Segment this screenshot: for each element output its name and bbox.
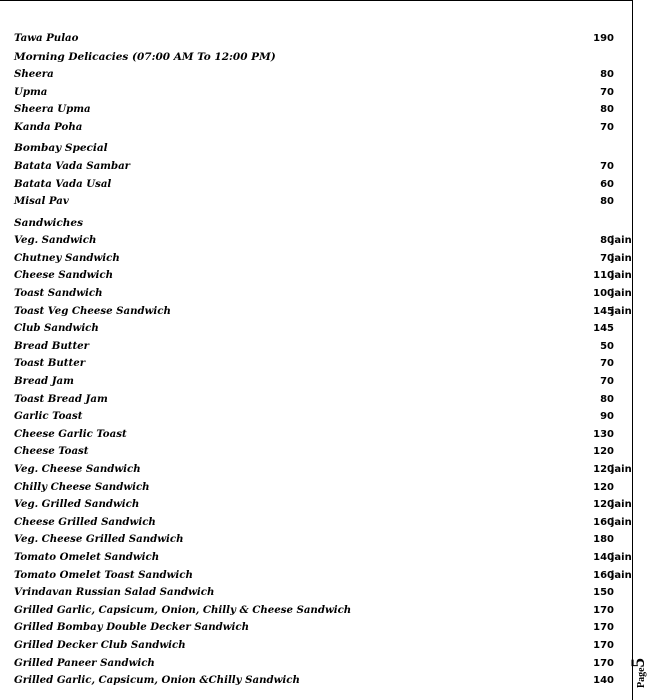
- menu-list: [14, 30, 634, 690]
- menu-item-price: 140: [593, 551, 614, 563]
- menu-item-name: Bread Butter: [14, 339, 90, 352]
- menu-item: [14, 426, 634, 444]
- menu-item-name: Sheera: [14, 68, 54, 81]
- menu-item: [14, 672, 634, 690]
- jain-tag: jain: [611, 551, 632, 563]
- menu-item-price: 70: [600, 252, 614, 264]
- menu-item: [14, 567, 634, 585]
- menu-item-price: 145: [593, 323, 614, 335]
- menu-item: [14, 637, 634, 655]
- menu-item: [14, 176, 634, 194]
- menu-item-name: Cheese Toast: [14, 445, 89, 458]
- menu-item-name: Veg. Cheese Sandwich: [14, 462, 141, 475]
- menu-item-name: Sheera Upma: [14, 103, 91, 116]
- menu-item: [14, 285, 634, 303]
- menu-item: [14, 193, 634, 211]
- page-label: Page: [636, 667, 647, 688]
- menu-item-price: 140: [593, 675, 614, 687]
- jain-tag: jain: [611, 235, 632, 247]
- menu-item-price: 80: [600, 235, 614, 247]
- menu-item-price: 145: [593, 305, 614, 317]
- menu-item-price: 70: [600, 86, 614, 98]
- menu-item-price: 130: [593, 428, 614, 440]
- page-number: [628, 648, 650, 698]
- menu-item: [14, 391, 634, 409]
- menu-item: [14, 267, 634, 285]
- menu-item-name: Toast Sandwich: [14, 287, 103, 300]
- menu-item-name: Veg. Grilled Sandwich: [14, 498, 140, 511]
- menu-item-price: 70: [600, 160, 614, 172]
- menu-item-name: Grilled Garlic, Capsicum, Onion, Chilly & Cheese Sandwich: [14, 603, 352, 616]
- jain-tag: jain: [611, 305, 632, 317]
- menu-item: [14, 443, 634, 461]
- jain-tag: jain: [611, 252, 632, 264]
- menu-item-name: Club Sandwich: [14, 322, 99, 335]
- menu-item-price: 160: [593, 516, 614, 528]
- menu-item: [14, 84, 634, 102]
- menu-item-price: 90: [600, 411, 614, 423]
- menu-item-price: 170: [593, 657, 614, 669]
- menu-item: [14, 619, 634, 637]
- menu-item-name: Kanda Poha: [14, 120, 83, 133]
- menu-item-price: 80: [600, 393, 614, 405]
- menu-item-name: Grilled Paneer Sandwich: [14, 656, 155, 669]
- menu-item-name: Grilled Garlic, Capsicum, Onion &Chilly Sandwich: [14, 674, 300, 687]
- menu-item-name: Toast Butter: [14, 357, 86, 370]
- jain-tag: jain: [611, 516, 632, 528]
- menu-item: [14, 66, 634, 84]
- jain-tag: jain: [611, 288, 632, 300]
- menu-item-name: Chilly Cheese Sandwich: [14, 480, 150, 493]
- menu-item-price: 80: [600, 104, 614, 116]
- menu-item-price: 70: [600, 376, 614, 387]
- menu-item-price: 170: [593, 622, 614, 634]
- menu-item: [14, 250, 634, 268]
- menu-item: [14, 479, 634, 497]
- menu-item-price: 70: [600, 121, 614, 133]
- menu-item-name: Tomato Omelet Sandwich: [14, 550, 160, 563]
- menu-item-name: Cheese Grilled Sandwich: [14, 515, 156, 528]
- menu-item: [14, 338, 634, 356]
- menu-item-name: Upma: [14, 85, 48, 98]
- menu-item-name: Tawa Pulao: [14, 32, 79, 44]
- page-number-value: 5: [628, 657, 649, 668]
- menu-item: [14, 303, 634, 321]
- jain-tag: jain: [611, 463, 632, 475]
- menu-item-price: 50: [600, 340, 614, 352]
- menu-item-price: 120: [593, 481, 614, 493]
- menu-item: [14, 119, 634, 137]
- menu-item-name: Batata Vada Sambar: [14, 159, 131, 172]
- menu-item-name: Veg. Cheese Grilled Sandwich: [14, 533, 184, 546]
- menu-item: [14, 655, 634, 673]
- menu-item: [14, 514, 634, 532]
- menu-item-name: Cheese Sandwich: [14, 269, 113, 282]
- section-heading-text: Morning Delicacies (07:00 AM To 12:00 PM): [14, 50, 276, 63]
- menu-item: [14, 496, 634, 514]
- section-heading-text: Sandwiches: [14, 216, 84, 229]
- menu-item-price: 60: [600, 178, 614, 190]
- menu-item-name: Cheese Garlic Toast: [14, 427, 127, 440]
- menu-item: [14, 320, 634, 338]
- section-heading: [14, 48, 634, 67]
- menu-item: [14, 355, 634, 373]
- menu-item-price: 120: [593, 499, 614, 511]
- menu-item: [14, 30, 634, 48]
- menu-item-name: Toast Veg Cheese Sandwich: [14, 304, 171, 317]
- menu-item-name: Misal Pav: [14, 195, 69, 208]
- section-heading: [14, 214, 634, 233]
- menu-item-name: Grilled Bombay Double Decker Sandwich: [14, 621, 249, 634]
- menu-item-price: 190: [593, 33, 614, 44]
- menu-item-price: 120: [593, 446, 614, 458]
- menu-item-name: Garlic Toast: [14, 410, 83, 423]
- menu-item-price: 80: [600, 196, 614, 208]
- menu-item: [14, 101, 634, 119]
- menu-item-name: Tomato Omelet Toast Sandwich: [14, 568, 193, 581]
- menu-item: [14, 549, 634, 567]
- menu-item-price: 150: [593, 587, 614, 599]
- menu-item: [14, 232, 634, 250]
- menu-item: [14, 158, 634, 176]
- menu-item: [14, 584, 634, 602]
- menu-item-name: Batata Vada Usal: [14, 177, 112, 190]
- menu-item-price: 160: [593, 569, 614, 581]
- menu-item: [14, 461, 634, 479]
- menu-item-price: 80: [600, 69, 614, 81]
- menu-item-price: 110: [593, 270, 614, 282]
- section-heading: [14, 139, 634, 158]
- menu-item-price: 170: [593, 639, 614, 651]
- menu-item-price: 180: [593, 534, 614, 546]
- menu-item-price: 120: [593, 463, 614, 475]
- menu-item-price: 170: [593, 604, 614, 616]
- menu-item-price: 70: [600, 358, 614, 370]
- menu-item-name: Toast Bread Jam: [14, 392, 108, 405]
- menu-item-name: Grilled Decker Club Sandwich: [14, 638, 186, 651]
- menu-item: [14, 408, 634, 426]
- menu-item-name: Bread Jam: [14, 375, 74, 387]
- section-heading-text: Bombay Special: [14, 142, 108, 155]
- menu-item-name: Chutney Sandwich: [14, 251, 120, 264]
- menu-item: [14, 373, 634, 391]
- menu-item: [14, 531, 634, 549]
- jain-tag: jain: [611, 270, 632, 282]
- jain-tag: jain: [611, 569, 632, 581]
- menu-item-name: Veg. Sandwich: [14, 234, 97, 247]
- menu-item-price: 100: [593, 288, 614, 300]
- menu-item-name: Vrindavan Russian Salad Sandwich: [14, 586, 215, 599]
- menu-item: [14, 602, 634, 620]
- jain-tag: jain: [611, 499, 632, 511]
